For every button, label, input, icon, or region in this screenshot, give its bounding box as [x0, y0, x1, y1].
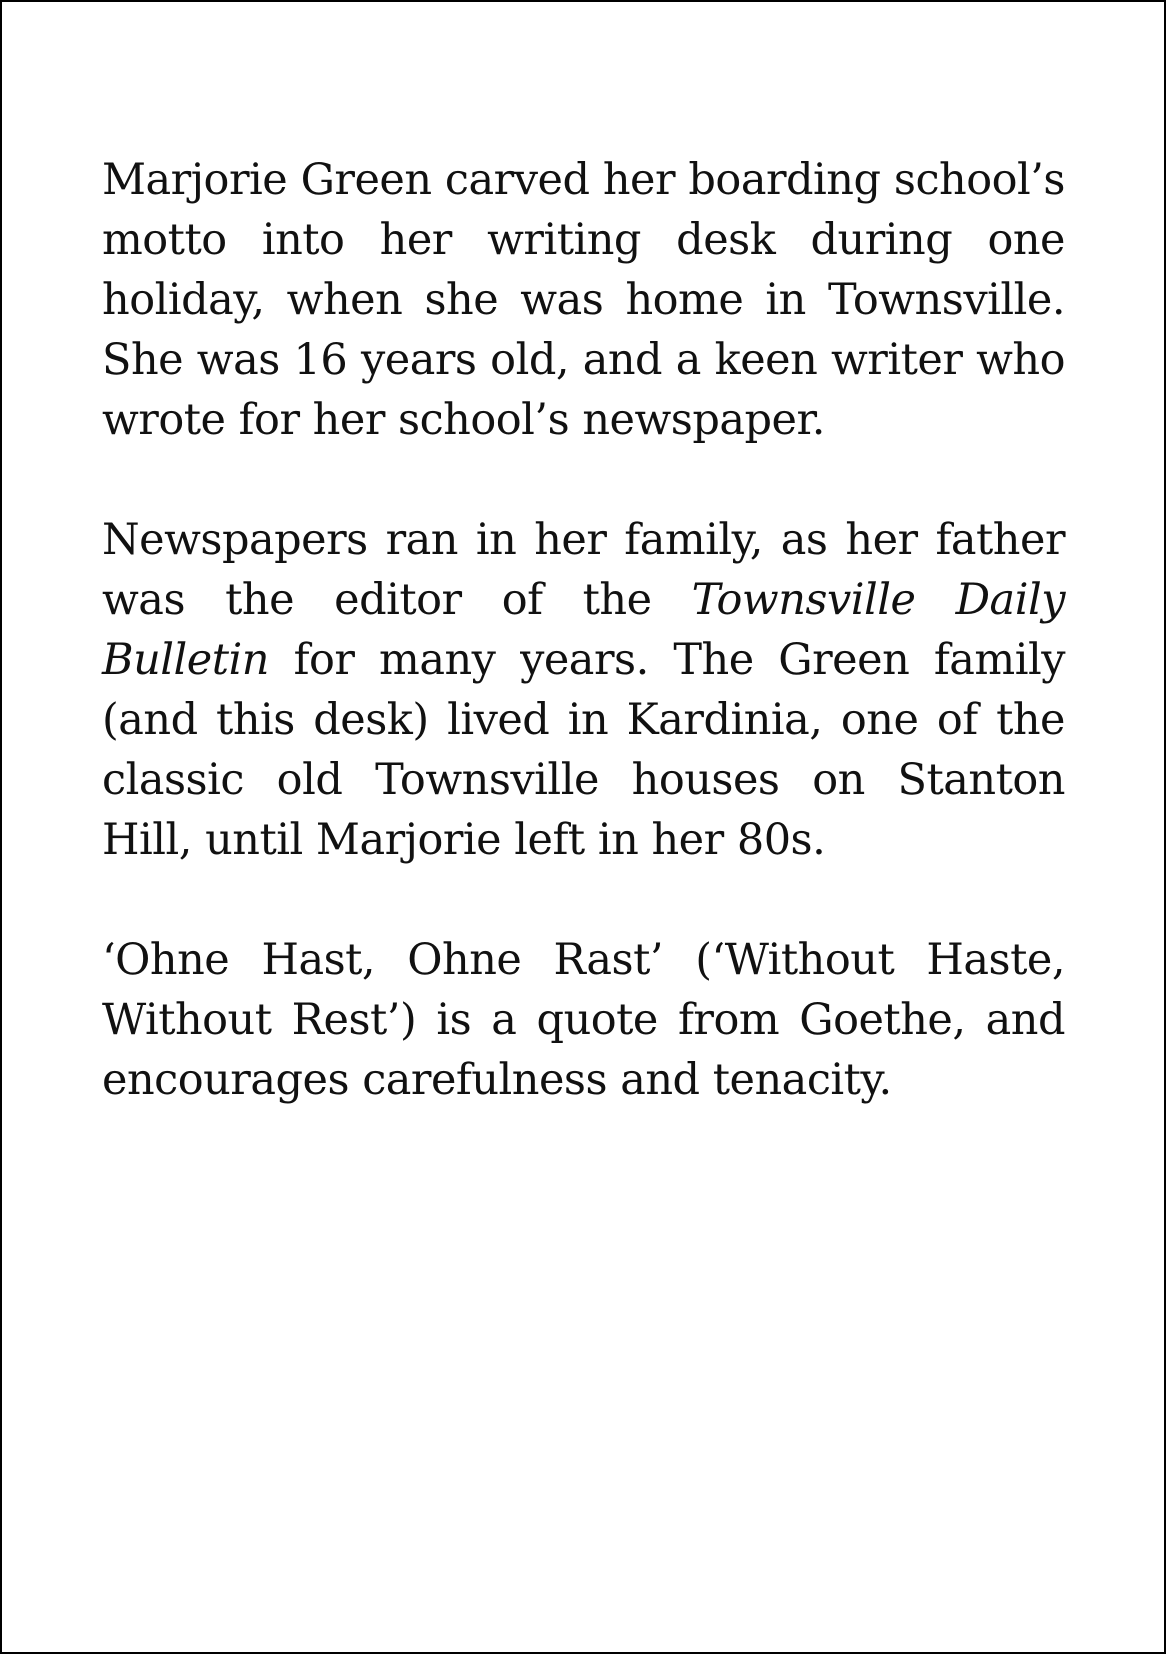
paragraph-2-text-start: Newspapers ran in her family, as her father was the editor of the [102, 515, 1065, 625]
paragraph-2-text-end: for many years. The Green family (and this desk) lived in Kardinia, one of the classic old Townsville houses on Stanton Hill, until Marjorie left in her 80s. [102, 635, 1065, 865]
body-text [102, 150, 1065, 1110]
paragraph-newspaper-family [102, 510, 1065, 870]
paragraph-marjorie-desk: Marjorie Green carved her boarding school’s motto into her writing desk during one holiday, when she was home in Townsville. She was 16 years old, and a keen writer who wrote for her school’s newspaper. [102, 155, 1065, 445]
paragraph-goethe-quote: ‘Ohne Hast, Ohne Rast’ (‘Without Haste, Without Rest’) is a quote from Goethe, and encourages carefulness and tenacity. [102, 935, 1065, 1105]
newspaper-title: Townsville Daily Bulletin [102, 575, 1065, 685]
